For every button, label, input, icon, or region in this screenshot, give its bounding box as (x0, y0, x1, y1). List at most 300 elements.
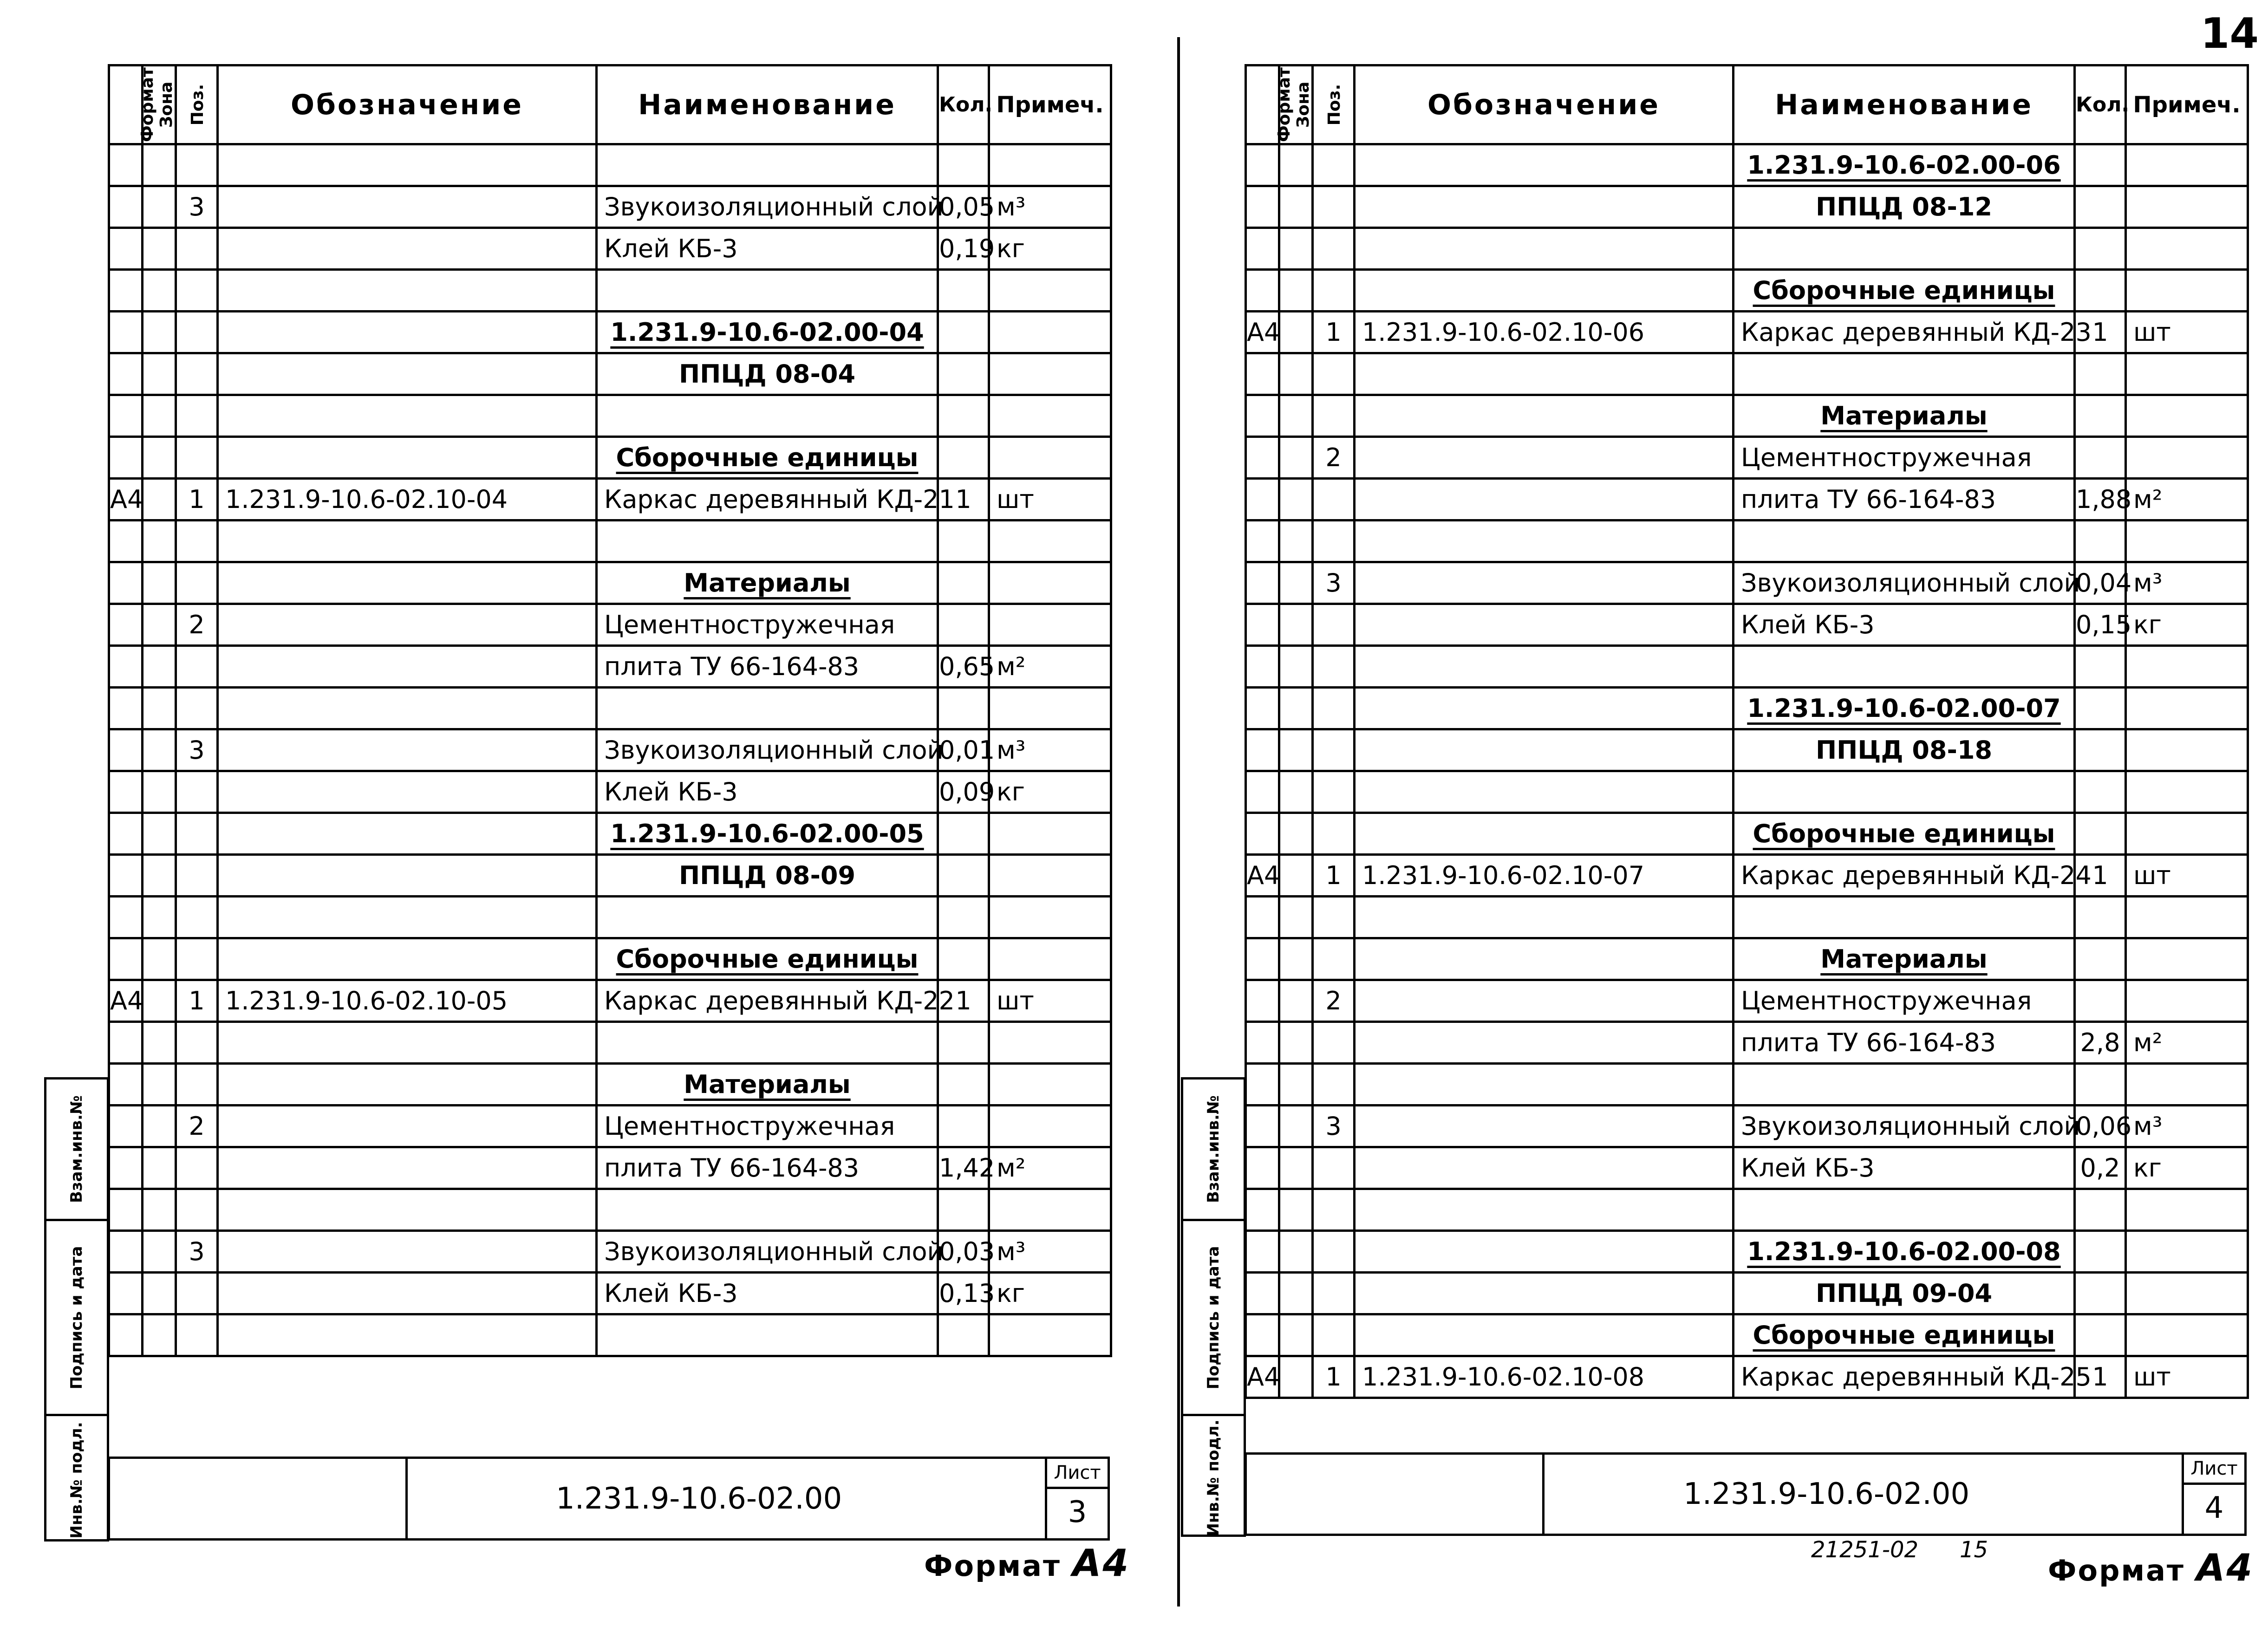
table-row (1246, 353, 2248, 395)
header-qty: Кол. (2075, 65, 2126, 144)
cell-name: ППЦД 08-09 (597, 855, 938, 897)
cell-unit (989, 562, 1111, 604)
cell-unit: м² (989, 1147, 1111, 1189)
cell-unit (989, 688, 1111, 729)
cell-zone (1279, 270, 1313, 312)
cell-format (1246, 604, 1279, 646)
cell-name: Каркас деревянный КД-23 (1734, 312, 2075, 353)
cell-unit (989, 855, 1111, 897)
cell-pos (176, 520, 218, 562)
side-stamp-left (44, 1077, 109, 1541)
cell-qty (938, 855, 989, 897)
cell-designation (218, 1189, 597, 1231)
cell-zone (143, 646, 176, 688)
cell-designation (1355, 353, 1734, 395)
spec-rows-left (109, 144, 1111, 1356)
cell-designation (218, 771, 597, 813)
cell-designation (1355, 729, 1734, 771)
cell-qty: 0,01 (938, 729, 989, 771)
cell-name: Цементностружечная (1734, 980, 2075, 1022)
cell-zone (143, 395, 176, 437)
table-row (1246, 1314, 2248, 1356)
cell-designation (1355, 1273, 1734, 1314)
cell-qty: 1,88 (2075, 479, 2126, 520)
cell-qty: 1 (2075, 312, 2126, 353)
cell-zone (143, 1189, 176, 1231)
table-row (109, 1189, 1111, 1231)
cell-name: Звукоизоляционный слой (1734, 1106, 2075, 1147)
table-row (109, 813, 1111, 855)
cell-unit (989, 437, 1111, 479)
cell-pos (176, 1147, 218, 1189)
cell-zone (1279, 1106, 1313, 1147)
cell-qty (938, 813, 989, 855)
cell-qty (2075, 646, 2126, 688)
cell-designation (218, 1273, 597, 1314)
cell-qty (938, 144, 989, 186)
cell-name: 1.231.9-10.6-02.00-06 (1734, 144, 2075, 186)
cell-zone (143, 479, 176, 520)
cell-format (1246, 980, 1279, 1022)
cell-qty (938, 562, 989, 604)
cell-format (109, 1147, 143, 1189)
table-row (109, 353, 1111, 395)
cell-qty: 0,2 (2075, 1147, 2126, 1189)
table-row (109, 855, 1111, 897)
cell-qty (938, 1022, 989, 1064)
cell-format (1246, 1189, 1279, 1231)
cell-format (1246, 479, 1279, 520)
cell-name (597, 395, 938, 437)
cell-format (1246, 897, 1279, 938)
cell-pos (1313, 186, 1355, 228)
cell-designation (1355, 688, 1734, 729)
table-row (109, 729, 1111, 771)
cell-unit (2126, 186, 2248, 228)
cell-pos (1313, 228, 1355, 270)
cell-pos: 2 (1313, 980, 1355, 1022)
cell-zone (143, 353, 176, 395)
cell-name (597, 688, 938, 729)
page-number: 14 (2200, 9, 2259, 58)
cell-zone (143, 1147, 176, 1189)
cell-pos (176, 312, 218, 353)
cell-format (109, 604, 143, 646)
cell-format (109, 270, 143, 312)
cell-unit: кг (989, 771, 1111, 813)
cell-name: Звукоизоляционный слой (597, 1231, 938, 1273)
cell-qty: 1 (938, 479, 989, 520)
cell-name: Материалы (597, 562, 938, 604)
cell-name: Каркас деревянный КД-24 (1734, 855, 2075, 897)
cell-name: ППЦД 09-04 (1734, 1273, 2075, 1314)
cell-zone (143, 270, 176, 312)
cell-pos (1313, 938, 1355, 980)
cell-format (1246, 270, 1279, 312)
cell-pos: 3 (1313, 1106, 1355, 1147)
format-label-right: Формат А4 (2048, 1546, 2254, 1589)
cell-zone (143, 562, 176, 604)
cell-pos: 2 (176, 604, 218, 646)
cell-qty (938, 897, 989, 938)
sheet-number-box (2182, 1455, 2244, 1534)
cell-name: плита ТУ 66-164-83 (1734, 1022, 2075, 1064)
table-row (1246, 897, 2248, 938)
cell-name: 1.231.9-10.6-02.00-04 (597, 312, 938, 353)
cell-designation (218, 1314, 597, 1356)
cell-unit (2126, 897, 2248, 938)
cell-pos: 1 (176, 479, 218, 520)
cell-unit (2126, 729, 2248, 771)
cell-designation (1355, 938, 1734, 980)
cell-qty: 1 (938, 980, 989, 1022)
cell-unit: кг (2126, 1147, 2248, 1189)
table-row (109, 1147, 1111, 1189)
cell-unit (2126, 1189, 2248, 1231)
cell-format (1246, 646, 1279, 688)
cell-zone (1279, 938, 1313, 980)
cell-format (109, 1022, 143, 1064)
cell-qty (2075, 186, 2126, 228)
cell-pos (1313, 353, 1355, 395)
cell-qty: 2,8 (2075, 1022, 2126, 1064)
table-row (109, 980, 1111, 1022)
side-stamp-right (1181, 1077, 1246, 1537)
cell-name: плита ТУ 66-164-83 (597, 646, 938, 688)
cell-zone (1279, 855, 1313, 897)
cell-unit (989, 1314, 1111, 1356)
cell-unit: м³ (2126, 562, 2248, 604)
cell-pos: 1 (1313, 1356, 1355, 1398)
table-row (1246, 813, 2248, 855)
cell-qty (2075, 228, 2126, 270)
sheet-label: Лист (1047, 1459, 1108, 1489)
table-row (109, 1106, 1111, 1147)
cell-format (109, 1189, 143, 1231)
cell-unit (2126, 771, 2248, 813)
cell-name (597, 1189, 938, 1231)
side-label-signature: Подпись и дата (46, 1219, 107, 1414)
cell-format (1246, 228, 1279, 270)
cell-unit: кг (2126, 604, 2248, 646)
cell-qty (938, 1189, 989, 1231)
table-row (109, 1273, 1111, 1314)
cell-qty (2075, 813, 2126, 855)
cell-zone (1279, 1314, 1313, 1356)
cell-format (109, 688, 143, 729)
cell-unit: м² (2126, 1022, 2248, 1064)
cell-format: А4 (1246, 855, 1279, 897)
cell-pos (1313, 897, 1355, 938)
cell-qty: 1,42 (938, 1147, 989, 1189)
cell-qty (938, 520, 989, 562)
cell-name (1734, 897, 2075, 938)
cell-designation (1355, 270, 1734, 312)
cell-pos (1313, 688, 1355, 729)
cell-unit: м² (2126, 479, 2248, 520)
spec-rows-right (1246, 144, 2248, 1398)
cell-designation (218, 1064, 597, 1106)
header-designation: Обозначение (1355, 65, 1734, 144)
cell-zone (143, 604, 176, 646)
cell-format (109, 1273, 143, 1314)
cell-name: Материалы (1734, 938, 2075, 980)
cell-unit (2126, 437, 2248, 479)
cell-qty (2075, 1189, 2126, 1231)
cell-pos (1313, 1314, 1355, 1356)
table-row (109, 270, 1111, 312)
cell-unit (2126, 1064, 2248, 1106)
cell-pos (1313, 771, 1355, 813)
cell-designation (218, 520, 597, 562)
table-row (1246, 228, 2248, 270)
cell-pos (176, 144, 218, 186)
cell-name: ППЦД 08-12 (1734, 186, 2075, 228)
cell-qty (2075, 144, 2126, 186)
title-block-right (1245, 1452, 2247, 1536)
cell-unit (989, 813, 1111, 855)
cell-name: Цементностружечная (597, 1106, 938, 1147)
table-row (1246, 1064, 2248, 1106)
cell-unit (2126, 270, 2248, 312)
cell-qty (2075, 897, 2126, 938)
cell-qty (2075, 688, 2126, 729)
cell-pos (176, 353, 218, 395)
cell-name: 1.231.9-10.6-02.00-08 (1734, 1231, 2075, 1273)
cell-designation (218, 1106, 597, 1147)
table-row (1246, 312, 2248, 353)
table-row (1246, 1273, 2248, 1314)
cell-zone (143, 520, 176, 562)
format-label-left: Формат А4 (924, 1541, 1130, 1585)
cell-name (1734, 228, 2075, 270)
table-row (1246, 270, 2248, 312)
side-label-exchange: Взам.инв.№ (67, 1095, 86, 1203)
cell-designation (218, 688, 597, 729)
cell-zone (143, 1231, 176, 1273)
cell-qty (938, 1064, 989, 1106)
cell-designation: 1.231.9-10.6-02.10-05 (218, 980, 597, 1022)
cell-unit (2126, 1314, 2248, 1356)
cell-zone (143, 855, 176, 897)
cell-zone (143, 1022, 176, 1064)
cell-format (1246, 353, 1279, 395)
cell-name (597, 1022, 938, 1064)
cell-format (1246, 729, 1279, 771)
cell-format (1246, 813, 1279, 855)
cell-name: Сборочные единицы (1734, 813, 2075, 855)
cell-pos (176, 270, 218, 312)
cell-pos: 1 (1313, 312, 1355, 353)
cell-name: Каркас деревянный КД-25 (1734, 1356, 2075, 1398)
cell-pos: 3 (176, 186, 218, 228)
cell-name: Клей КБ-3 (597, 228, 938, 270)
cell-unit: кг (989, 228, 1111, 270)
cell-name (597, 144, 938, 186)
cell-qty: 0,65 (938, 646, 989, 688)
table-row (109, 228, 1111, 270)
cell-format (109, 186, 143, 228)
cell-unit (989, 270, 1111, 312)
cell-format (1246, 771, 1279, 813)
cell-qty (2075, 1231, 2126, 1273)
table-row (1246, 771, 2248, 813)
cell-qty (938, 270, 989, 312)
cell-name: Сборочные единицы (597, 938, 938, 980)
cell-unit (989, 1189, 1111, 1231)
cell-format (1246, 520, 1279, 562)
cell-name: ППЦД 08-04 (597, 353, 938, 395)
header-designation: Обозначение (218, 65, 597, 144)
cell-zone (143, 186, 176, 228)
cell-format (109, 1314, 143, 1356)
cell-designation: 1.231.9-10.6-02.10-06 (1355, 312, 1734, 353)
table-row (109, 395, 1111, 437)
spec-table-left (108, 64, 1112, 1357)
cell-name: 1.231.9-10.6-02.00-07 (1734, 688, 2075, 729)
cell-zone (1279, 353, 1313, 395)
cell-designation (1355, 1106, 1734, 1147)
cell-format (109, 771, 143, 813)
cell-unit (2126, 1231, 2248, 1273)
cell-designation (1355, 604, 1734, 646)
cell-format (109, 437, 143, 479)
table-row (1246, 688, 2248, 729)
header-qty: Кол. (938, 65, 989, 144)
cell-name: Звукоизоляционный слой (1734, 562, 2075, 604)
cell-qty: 0,19 (938, 228, 989, 270)
cell-designation (218, 813, 597, 855)
cell-unit (989, 938, 1111, 980)
cell-qty: 0,15 (2075, 604, 2126, 646)
cell-pos (1313, 604, 1355, 646)
cell-designation (1355, 479, 1734, 520)
cell-pos (1313, 1022, 1355, 1064)
cell-pos (176, 1273, 218, 1314)
cell-format (1246, 395, 1279, 437)
cell-pos (176, 562, 218, 604)
cell-designation (1355, 1314, 1734, 1356)
sheet-number: 3 (1068, 1495, 1087, 1529)
table-row (109, 144, 1111, 186)
cell-name: Материалы (1734, 395, 2075, 437)
table-row (109, 771, 1111, 813)
cell-zone (1279, 520, 1313, 562)
sheet-label: Лист (2184, 1455, 2244, 1485)
cell-designation (1355, 771, 1734, 813)
cell-format (1246, 688, 1279, 729)
cell-unit (989, 353, 1111, 395)
cell-zone (1279, 395, 1313, 437)
cell-zone (1279, 479, 1313, 520)
header-format: Формат (109, 65, 143, 144)
cell-designation (1355, 1231, 1734, 1273)
cell-designation (1355, 897, 1734, 938)
table-row (1246, 437, 2248, 479)
cell-designation (218, 729, 597, 771)
cell-qty: 1 (2075, 855, 2126, 897)
cell-format (109, 312, 143, 353)
cell-pos: 3 (176, 729, 218, 771)
cell-zone (1279, 437, 1313, 479)
header-name: Наименование (1734, 65, 2075, 144)
cell-zone (1279, 1189, 1313, 1231)
cell-unit (2126, 688, 2248, 729)
cell-format (1246, 1022, 1279, 1064)
cell-qty (2075, 270, 2126, 312)
cell-qty: 0,13 (938, 1273, 989, 1314)
cell-qty (2075, 1064, 2126, 1106)
cell-pos (1313, 813, 1355, 855)
cell-pos (176, 771, 218, 813)
footer-code: 21251-02 (1811, 1537, 1919, 1563)
cell-designation (1355, 186, 1734, 228)
page-divider (1177, 37, 1180, 1606)
table-row (109, 1231, 1111, 1273)
table-row (109, 437, 1111, 479)
cell-name: ППЦД 08-18 (1734, 729, 2075, 771)
table-row (1246, 604, 2248, 646)
header-zone: Зона (143, 65, 176, 144)
cell-zone (143, 1314, 176, 1356)
cell-zone (143, 771, 176, 813)
cell-designation (218, 353, 597, 395)
table-row (1246, 1106, 2248, 1147)
cell-zone (1279, 688, 1313, 729)
cell-format (109, 520, 143, 562)
table-row (109, 479, 1111, 520)
cell-format (1246, 1147, 1279, 1189)
table-row (1246, 1356, 2248, 1398)
cell-unit (2126, 980, 2248, 1022)
cell-name (1734, 771, 2075, 813)
cell-format (109, 228, 143, 270)
cell-format (109, 897, 143, 938)
cell-qty (938, 938, 989, 980)
cell-qty (2075, 1314, 2126, 1356)
cell-pos (1313, 395, 1355, 437)
cell-pos (1313, 1231, 1355, 1273)
cell-designation (218, 938, 597, 980)
cell-qty (938, 688, 989, 729)
cell-zone (1279, 312, 1313, 353)
cell-name: Клей КБ-3 (597, 771, 938, 813)
cell-qty (2075, 437, 2126, 479)
cell-qty (938, 437, 989, 479)
spec-table-right (1245, 64, 2249, 1399)
sheet-number-box (1045, 1459, 1108, 1538)
cell-format (109, 562, 143, 604)
cell-pos (176, 688, 218, 729)
cell-zone (143, 1064, 176, 1106)
cell-designation (1355, 813, 1734, 855)
cell-format (1246, 562, 1279, 604)
table-row (109, 186, 1111, 228)
cell-zone (1279, 1231, 1313, 1273)
cell-unit (2126, 228, 2248, 270)
cell-zone (1279, 1022, 1313, 1064)
cell-unit: шт (2126, 855, 2248, 897)
cell-unit: м³ (2126, 1106, 2248, 1147)
cell-designation (218, 1147, 597, 1189)
cell-unit (989, 312, 1111, 353)
cell-format (1246, 1314, 1279, 1356)
cell-pos (176, 437, 218, 479)
cell-pos (176, 395, 218, 437)
table-row (1246, 1022, 2248, 1064)
cell-pos (176, 897, 218, 938)
cell-pos (176, 1064, 218, 1106)
